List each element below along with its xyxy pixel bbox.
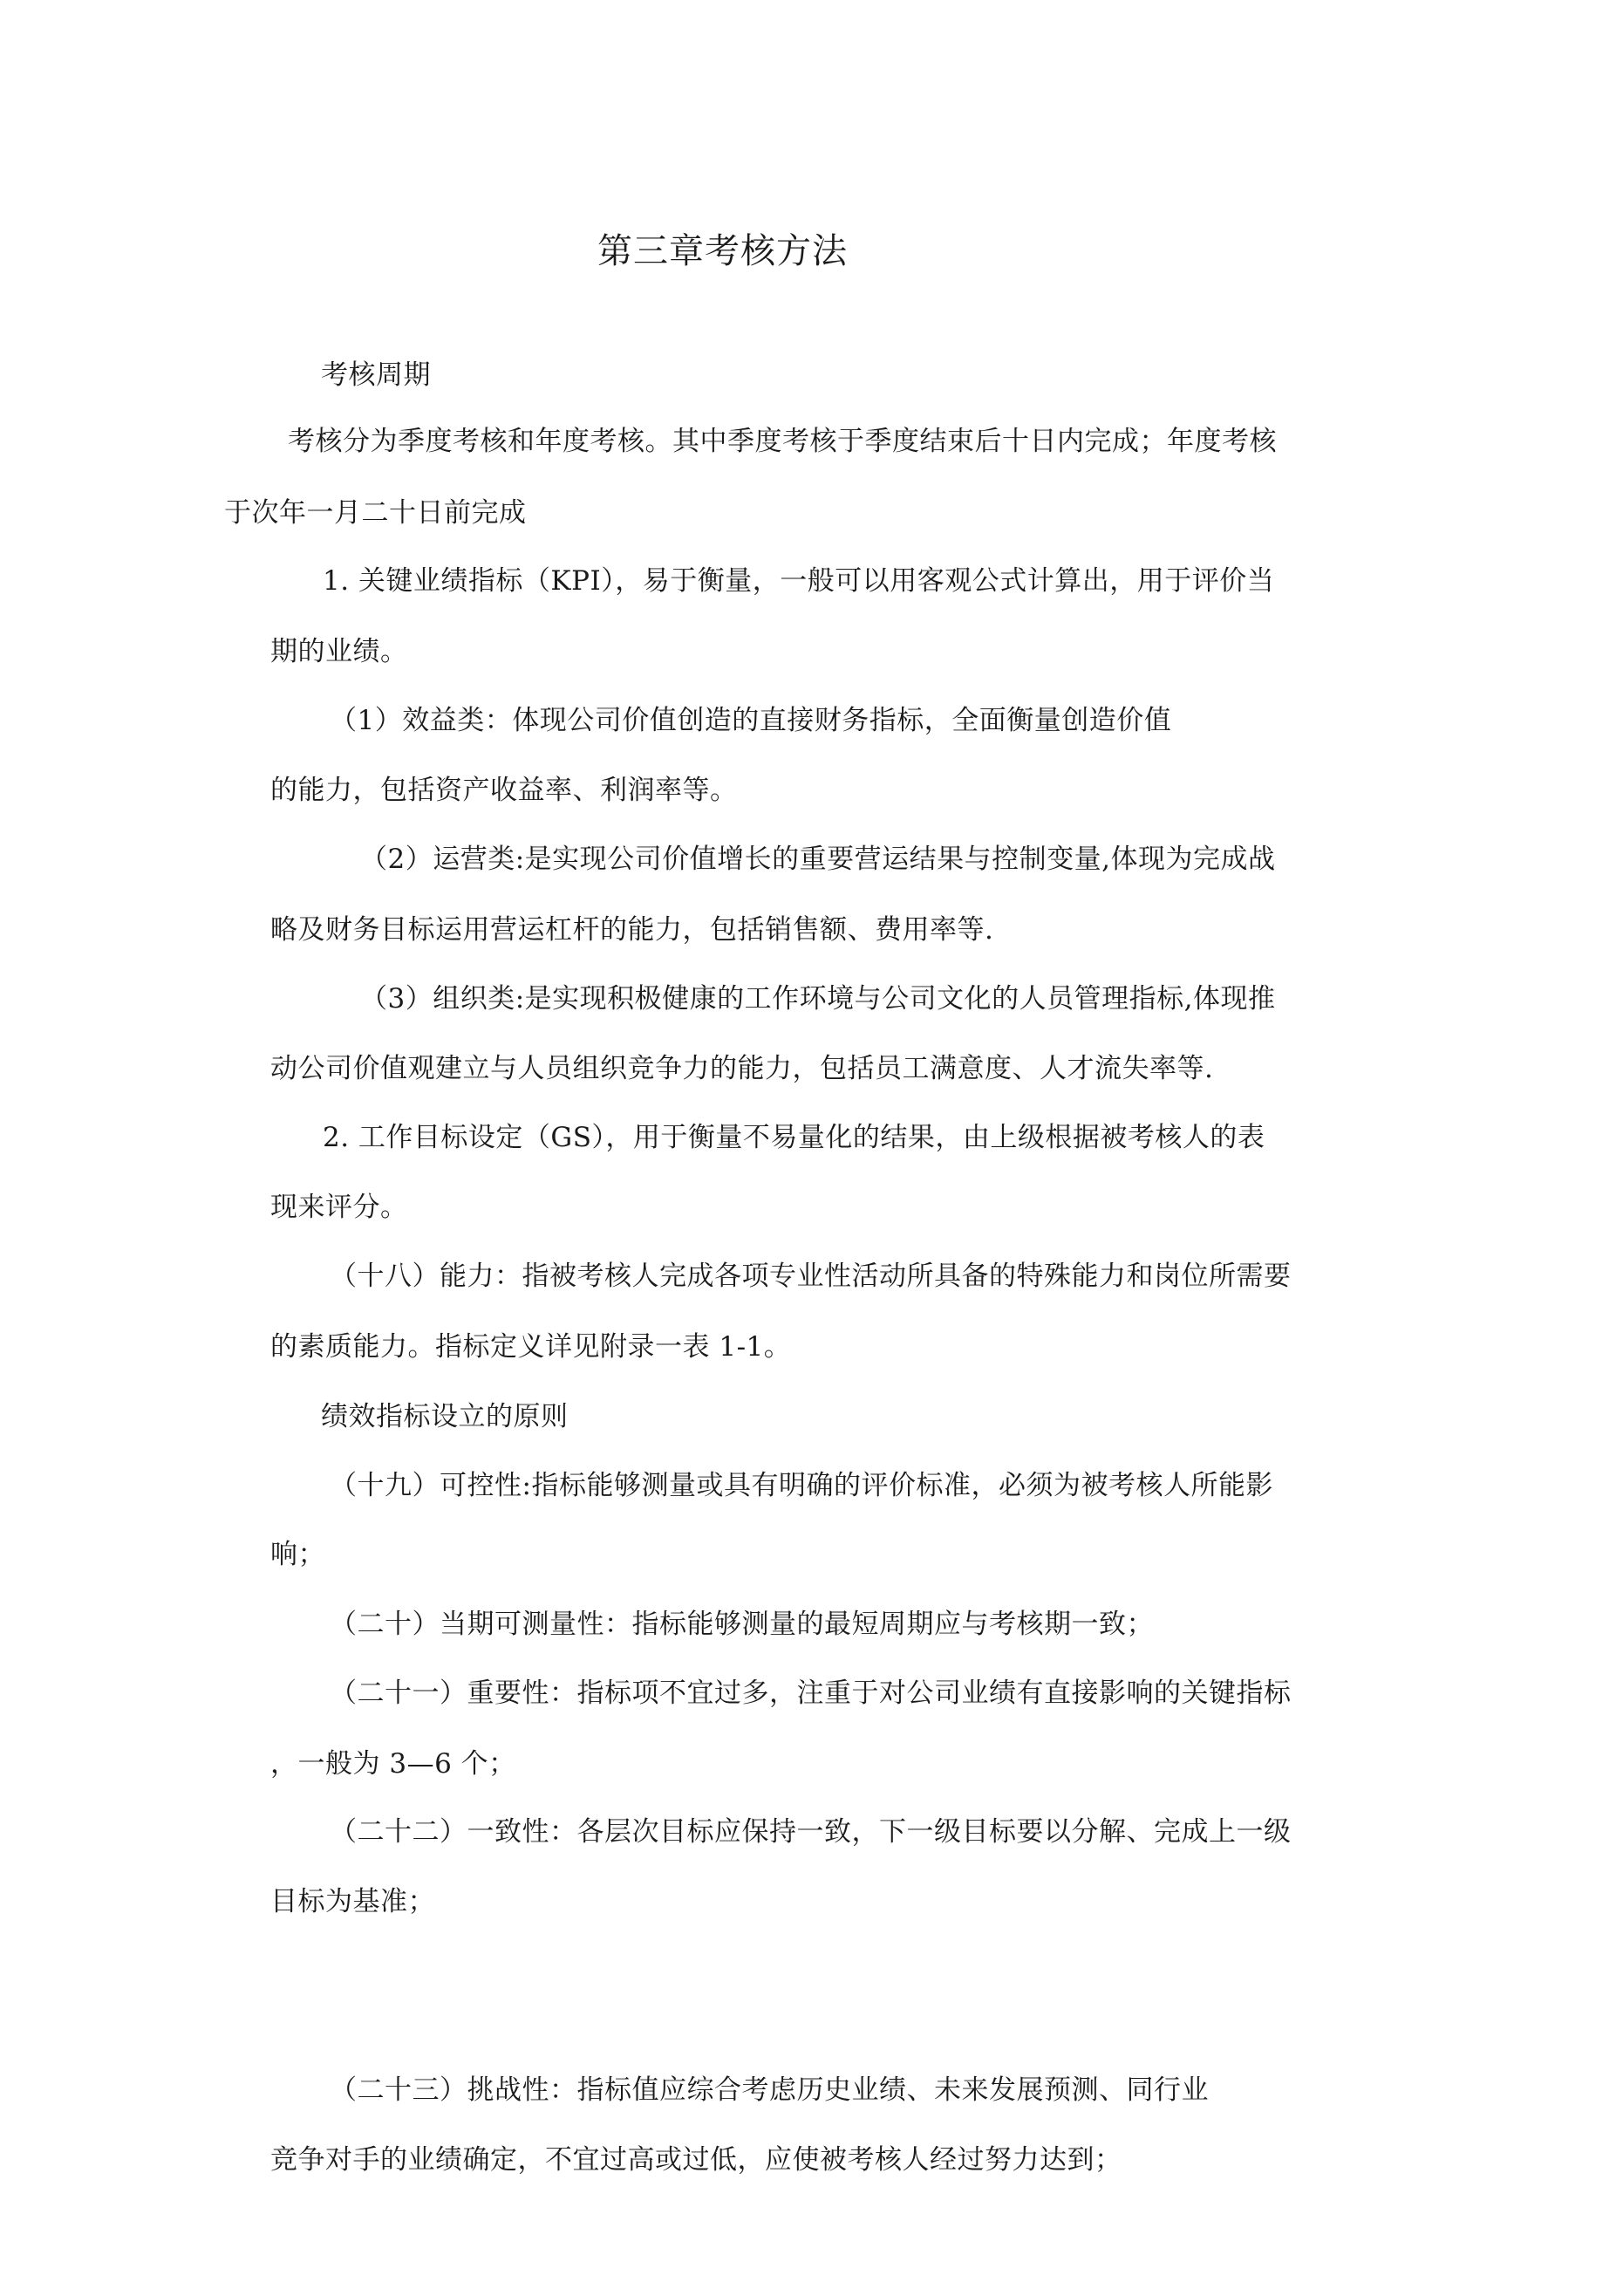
paragraph-line: 的能力，包括资产收益率、利润率等。 xyxy=(270,775,738,806)
paragraph-line: 竞争对手的业绩确定，不宜过高或过低，应使被考核人经过努力达到； xyxy=(270,2144,1122,2176)
section-heading: 考核周期 xyxy=(321,359,431,391)
paragraph-line: 的素质能力。指标定义详见附录一表 1-1。 xyxy=(270,1331,792,1363)
paragraph-line: 1. 关键业绩指标（KPI），易于衡量，一般可以用客观公式计算出，用于评价当 xyxy=(323,565,1275,597)
paragraph-line: （2）运营类:是实现公司价值增长的重要营运结果与控制变量,体现为完成战 xyxy=(360,844,1276,875)
paragraph-line: ，一般为 3—6 个； xyxy=(270,1748,516,1780)
section-heading: 绩效指标设立的原则 xyxy=(321,1401,569,1432)
paragraph-line: （二十二）一致性：各层次目标应保持一致，下一级目标要以分解、完成上一级 xyxy=(330,1816,1292,1848)
paragraph-line: （十九）可控性:指标能够测量或具有明确的评价标准，必须为被考核人所能影 xyxy=(330,1470,1273,1501)
paragraph-line: 现来评分。 xyxy=(270,1192,408,1223)
paragraph-line: 略及财务目标运用营运杠杆的能力，包括销售额、费用率等. xyxy=(270,914,994,946)
paragraph-line: （二十三）挑战性：指标值应综合考虑历史业绩、未来发展预测、同行业 xyxy=(330,2074,1209,2106)
page-title: 第三章考核方法 xyxy=(597,231,848,271)
paragraph-line: 目标为基准； xyxy=(270,1886,435,1917)
paragraph-line: 2. 工作目标设定（GS），用于衡量不易量化的结果，由上级根据被考核人的表 xyxy=(323,1122,1265,1153)
paragraph-line: 考核分为季度考核和年度考核。其中季度考核于季度结束后十日内完成；年度考核 xyxy=(288,426,1277,457)
paragraph-line: （二十）当期可测量性：指标能够测量的最短周期应与考核期一致； xyxy=(330,1609,1154,1640)
paragraph-line: 期的业绩。 xyxy=(270,636,408,667)
paragraph-line: （二十一）重要性：指标项不宜过多，注重于对公司业绩有直接影响的关键指标 xyxy=(330,1678,1292,1709)
paragraph-line: （十八）能力：指被考核人完成各项专业性活动所具备的特殊能力和岗位所需要 xyxy=(330,1261,1292,1292)
paragraph-line: （1）效益类：体现公司价值创造的直接财务指标，全面衡量创造价值 xyxy=(330,705,1172,736)
paragraph-line: 于次年一月二十日前完成 xyxy=(224,497,527,529)
paragraph-line: 动公司价值观建立与人员组织竞争力的能力，包括员工满意度、人才流失率等. xyxy=(270,1053,1214,1084)
paragraph-line: 响； xyxy=(270,1539,325,1570)
paragraph-line: （3）组织类:是实现积极健康的工作环境与公司文化的人员管理指标,体现推 xyxy=(360,983,1276,1015)
